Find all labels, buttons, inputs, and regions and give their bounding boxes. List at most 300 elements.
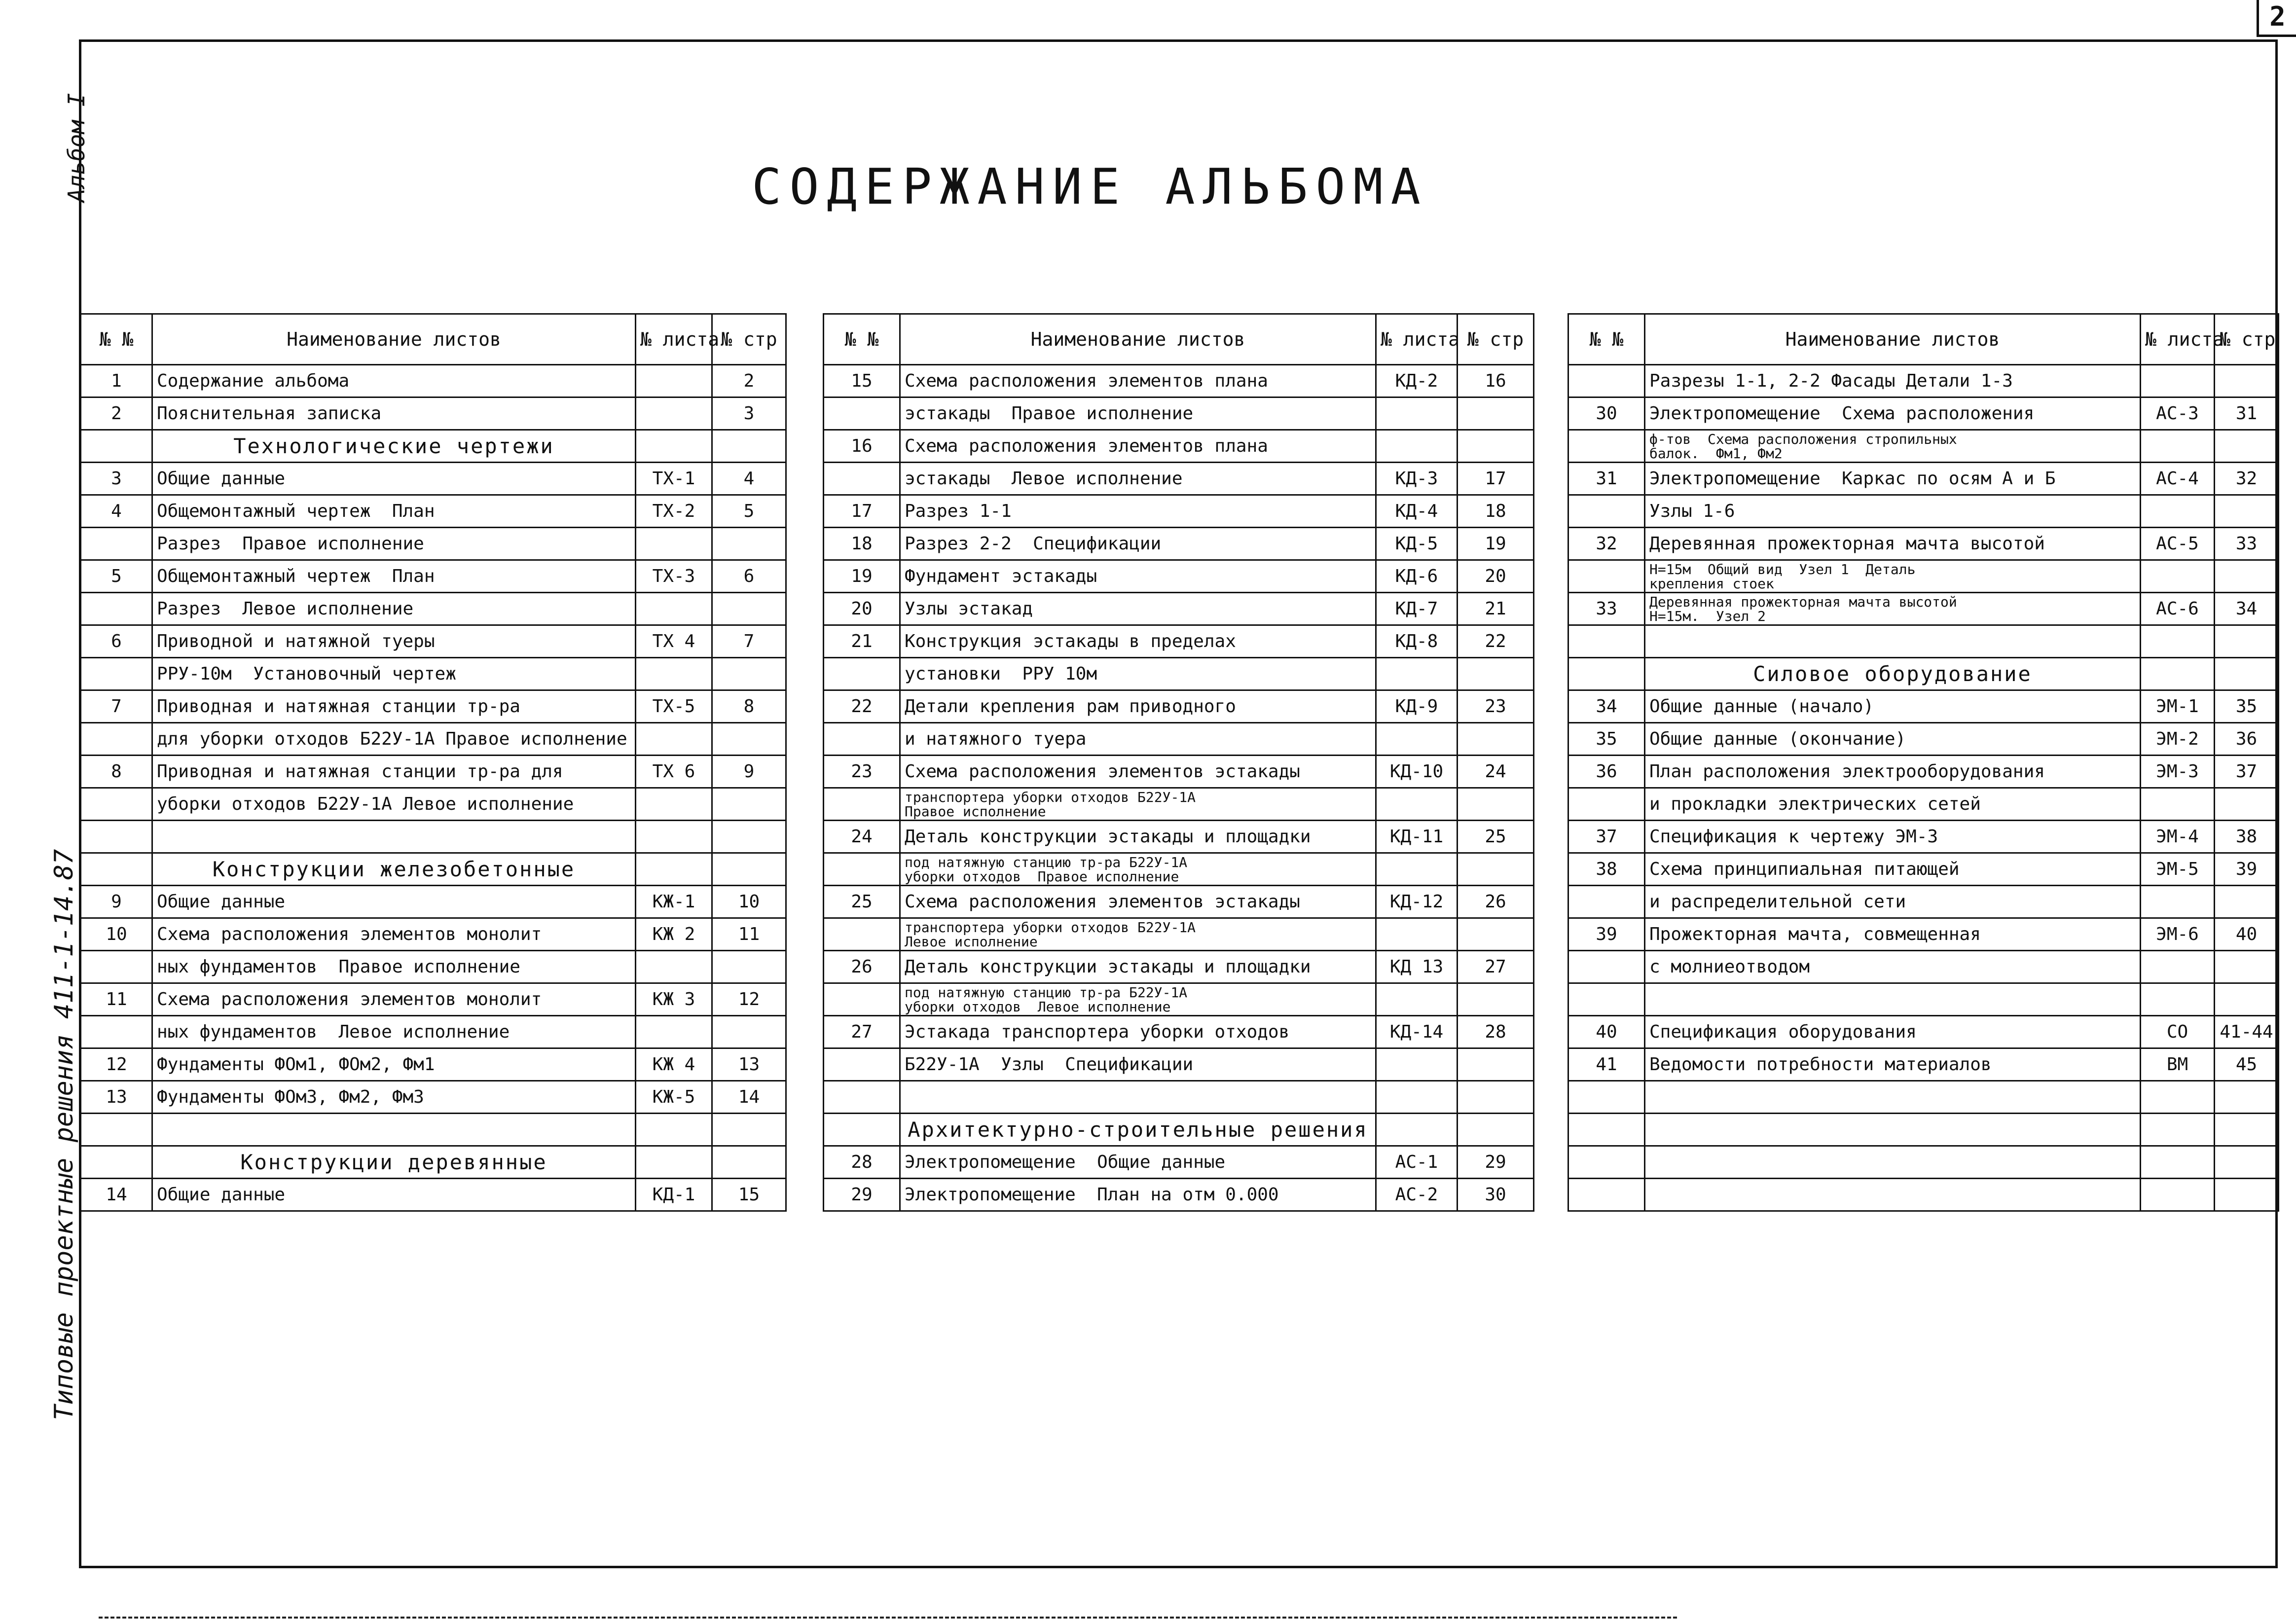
row-number-cell [81,788,152,821]
sheet-name-cell: Приводная и натяжная станции тр-ра для [152,756,636,788]
sheet-code-cell: ТХ 6 [636,756,712,788]
sheet-code-cell: КЖ 2 [636,918,712,951]
page-number-cell [2215,983,2279,1016]
table-row [1568,886,2279,918]
page-number-cell: 7 [712,625,786,658]
sheet-name-cell: уборки отходов Б22У-1А Левое исполнение [152,788,636,821]
table-row [824,886,1534,918]
row-number-cell [81,853,152,886]
col-no-header: № № [824,314,900,365]
table-row [81,756,786,788]
table-row [1568,951,2279,983]
sheet-code-cell [2141,983,2215,1016]
row-number-cell [81,723,152,756]
page-number-cell: 17 [1458,463,1534,495]
page-number-cell [712,593,786,625]
row-number-cell: 11 [81,983,152,1016]
sheet-code-cell: КД-3 [1376,463,1458,495]
sheet-name-cell: План расположения электрооборудования [1645,756,2141,788]
sheet-name-cell: транспортера уборки отходов Б22У-1А Правое исполнение [900,788,1376,821]
page-number-cell: 40 [2215,918,2279,951]
page-number-cell [2215,430,2279,463]
sheet-code-cell [2141,1114,2215,1146]
table-2-body [824,365,1534,1211]
sheet-name-cell [152,1114,636,1146]
sheet-code-cell [1376,430,1458,463]
page-number-cell [1458,397,1534,430]
sheet-code-cell: АС-3 [2141,397,2215,430]
row-number-cell: 15 [824,365,900,397]
col-name-header: Наименование листов [152,314,636,365]
row-number-cell: 32 [1568,528,1645,560]
sheet-name-cell: установки РРУ 10м [900,658,1376,690]
table-row [824,951,1534,983]
page-number-cell [1458,1048,1534,1081]
row-number-cell: 27 [824,1016,900,1048]
table-row [1568,1048,2279,1081]
sheet-code-cell [1376,1048,1458,1081]
row-number-cell [824,723,900,756]
table-row [81,723,786,756]
table-row [1568,853,2279,886]
sheet-code-cell [636,951,712,983]
section-row [81,430,786,463]
sheet-name-cell: Общие данные (начало) [1645,690,2141,723]
sheet-name-cell: и распределительной сети [1645,886,2141,918]
table-row [1568,1146,2279,1179]
row-number-cell: 33 [1568,593,1645,625]
toc-table-2 [823,313,1534,1212]
table-row [81,1179,786,1211]
table-row [1568,821,2279,853]
sheet-name-cell: ных фундаментов Левое исполнение [152,1016,636,1048]
sheet-code-cell: КД-1 [636,1179,712,1211]
table-row [1568,723,2279,756]
row-number-cell: 4 [81,495,152,528]
page-number-cell [712,1016,786,1048]
page-number-cell: 8 [712,690,786,723]
toc-table-3 [1567,313,2279,1212]
table-row [81,1048,786,1081]
sheet-name-cell: Общие данные [152,886,636,918]
table-row [81,1114,786,1146]
sheet-name-cell [1645,1146,2141,1179]
sheet-code-cell [1376,788,1458,821]
sheet-code-cell: ЭМ-6 [2141,918,2215,951]
sheet-name-cell: Фундамент эстакады [900,560,1376,593]
row-number-cell: 28 [824,1146,900,1179]
page-number-cell: 10 [712,886,786,918]
header-row [81,314,786,365]
sheet-name-cell [1645,1179,2141,1211]
table-row [824,756,1534,788]
sheet-name-cell: Схема расположения элементов плана [900,430,1376,463]
page-number-cell: 24 [1458,756,1534,788]
table-row [81,1081,786,1114]
page-number-cell: 19 [1458,528,1534,560]
sheet-code-cell [2141,788,2215,821]
sheet-name-cell: Деревянная прожекторная мачта высотой Н=15м. Узел 2 [1645,593,2141,625]
page-number-cell [1458,1081,1534,1114]
table-row [81,1016,786,1048]
sheet-code-cell: ЭМ-2 [2141,723,2215,756]
page-cell [2215,658,2279,690]
table-row [81,821,786,853]
sheet-code-cell [1376,397,1458,430]
row-number-cell: 22 [824,690,900,723]
sheet-name-cell: Ведомости потребности материалов [1645,1048,2141,1081]
page-number-cell [2215,886,2279,918]
row-number-cell [1568,983,1645,1016]
sheet-code-cell [2141,951,2215,983]
sheet-code-cell: ТХ-5 [636,690,712,723]
table-row [1568,463,2279,495]
page-number-cell: 33 [2215,528,2279,560]
page-number-cell [2215,1114,2279,1146]
table-row [81,463,786,495]
section-heading: Конструкции деревянные [152,1146,636,1179]
row-number-cell [81,593,152,625]
sheet-name-cell: Электропомещение Общие данные [900,1146,1376,1179]
row-number-cell: 26 [824,951,900,983]
sheet-name-cell: Спецификация оборудования [1645,1016,2141,1048]
table-row [1568,560,2279,593]
page-cell [1458,1114,1534,1146]
row-number-cell [1568,1179,1645,1211]
page-number-cell: 29 [1458,1146,1534,1179]
page-number-cell: 3 [712,397,786,430]
table-row [81,495,786,528]
row-number-cell [1568,658,1645,690]
page-number-cell [2215,1179,2279,1211]
page-number-cell: 23 [1458,690,1534,723]
page-number-cell [712,1114,786,1146]
row-number-cell [81,658,152,690]
table-row [824,1146,1534,1179]
sheet-code-cell [1376,853,1458,886]
sheet-name-cell: Узлы эстакад [900,593,1376,625]
table-row [824,1048,1534,1081]
sheet-name-cell [1645,1081,2141,1114]
sheet-code-cell [1376,658,1458,690]
table-row [824,690,1534,723]
sheet-name-cell: Деталь конструкции эстакады и площадки [900,821,1376,853]
table-row [81,593,786,625]
sheet-code-cell [636,1114,712,1146]
sheet-code-cell [636,365,712,397]
table-row [81,690,786,723]
row-number-cell: 31 [1568,463,1645,495]
row-number-cell [1568,1146,1645,1179]
row-number-cell [81,821,152,853]
page-number-cell: 2 [712,365,786,397]
table-row [824,821,1534,853]
table-row [824,365,1534,397]
page-number-cell [712,788,786,821]
sheet-code-cell [2141,495,2215,528]
page-number-cell [2215,951,2279,983]
sheet-name-cell: для уборки отходов Б22У-1А Правое исполнение [152,723,636,756]
row-number-cell: 3 [81,463,152,495]
page-cell [712,1146,786,1179]
sheet-name-cell: Разрез 1-1 [900,495,1376,528]
sheet-code-cell: ВМ [2141,1048,2215,1081]
col-sheet-header: № листа [636,314,712,365]
table-row [81,365,786,397]
sheet-name-cell: эстакады Левое исполнение [900,463,1376,495]
row-number-cell [824,658,900,690]
row-number-cell [1568,430,1645,463]
table-row [1568,1016,2279,1048]
table-row [81,886,786,918]
table-row [1568,365,2279,397]
row-number-cell: 40 [1568,1016,1645,1048]
row-number-cell: 24 [824,821,900,853]
row-number-cell: 10 [81,918,152,951]
table-row [824,723,1534,756]
row-number-cell: 8 [81,756,152,788]
page-number-cell: 34 [2215,593,2279,625]
sheet-name-cell: Деревянная прожекторная мачта высотой [1645,528,2141,560]
sheet-name-cell: Разрез Правое исполнение [152,528,636,560]
page-number-cell: 22 [1458,625,1534,658]
sheet-code-cell: АС-5 [2141,528,2215,560]
table-row [81,528,786,560]
table-row [824,528,1534,560]
page-cell [712,853,786,886]
section-heading: Архитектурно-строительные решения [900,1114,1376,1146]
table-row [81,788,786,821]
page-number-cell [712,723,786,756]
toc-table-1 [80,313,787,1212]
page-number-cell: 6 [712,560,786,593]
sheet-name-cell: и прокладки электрических сетей [1645,788,2141,821]
sheet-code-cell: КД-4 [1376,495,1458,528]
sheet-name-cell: Фундаменты ФОм3, Фм2, Фм3 [152,1081,636,1114]
sheet-code-cell [2141,886,2215,918]
sheet-cell [2141,658,2215,690]
sheet-name-cell: Схема расположения элементов монолит [152,918,636,951]
row-number-cell: 6 [81,625,152,658]
sheet-name-cell: Схема расположения элементов плана [900,365,1376,397]
sheet-name-cell: ф-тов Схема расположения стропильных балок. Фм1, Фм2 [1645,430,2141,463]
table-row [824,658,1534,690]
page-number-cell: 26 [1458,886,1534,918]
table-row [1568,788,2279,821]
col-sheet-header: № листа [1376,314,1458,365]
row-number-cell [81,430,152,463]
page-number-cell: 9 [712,756,786,788]
row-number-cell: 36 [1568,756,1645,788]
col-sheet-header: № листа [2141,314,2215,365]
table-row [1568,397,2279,430]
table-row [81,983,786,1016]
col-page-header: № стр [1458,314,1534,365]
row-number-cell [1568,951,1645,983]
page-number-cell [2215,788,2279,821]
sheet-code-cell: КД-14 [1376,1016,1458,1048]
sheet-name-cell: эстакады Правое исполнение [900,397,1376,430]
row-number-cell [824,918,900,951]
sheet-name-cell: Н=15м Общий вид Узел 1 Деталь крепления стоек [1645,560,2141,593]
table-row [1568,593,2279,625]
row-number-cell: 12 [81,1048,152,1081]
sheet-name-cell: Разрез 2-2 Спецификации [900,528,1376,560]
section-row [81,1146,786,1179]
col-page-header: № стр [712,314,786,365]
table-row [81,625,786,658]
table-row [81,951,786,983]
sheet-code-cell [636,788,712,821]
sheet-cell [636,853,712,886]
page-number-cell: 13 [712,1048,786,1081]
page-number-cell: 37 [2215,756,2279,788]
sheet-code-cell: КЖ-1 [636,886,712,918]
row-number-cell [1568,886,1645,918]
page-number-cell [712,951,786,983]
sheet-code-cell [2141,1081,2215,1114]
table-row [824,918,1534,951]
row-number-cell: 20 [824,593,900,625]
sheet-name-cell: Детали крепления рам приводного [900,690,1376,723]
page-number-cell [2215,495,2279,528]
row-number-cell [81,951,152,983]
col-name-header: Наименование листов [900,314,1376,365]
table-row [1568,918,2279,951]
sheet-code-cell: КД-2 [1376,365,1458,397]
row-number-cell: 23 [824,756,900,788]
table-row [81,560,786,593]
row-number-cell [1568,1081,1645,1114]
sheet-code-cell: КЖ-5 [636,1081,712,1114]
table-row [824,1081,1534,1114]
sheet-cell [1376,1114,1458,1146]
row-number-cell [824,788,900,821]
sheet-name-cell: Эстакада транспортера уборки отходов [900,1016,1376,1048]
section-row [1568,658,2279,690]
table-row [1568,756,2279,788]
sheet-code-cell [636,1016,712,1048]
sheet-name-cell [1645,625,2141,658]
sheet-code-cell: ТХ-3 [636,560,712,593]
page-title: СОДЕРЖАНИЕ АЛЬБОМА [752,158,1428,216]
page-number-cell [1458,788,1534,821]
page-number-cell: 31 [2215,397,2279,430]
sheet-name-cell: под натяжную станцию тр-ра Б22У-1А уборки отходов Правое исполнение [900,853,1376,886]
col-page-header: № стр [2215,314,2279,365]
row-number-cell: 17 [824,495,900,528]
page-number-cell: 21 [1458,593,1534,625]
row-number-cell [824,1081,900,1114]
row-number-cell: 21 [824,625,900,658]
sheet-code-cell [2141,1146,2215,1179]
col-no-header: № № [1568,314,1645,365]
sheet-name-cell: Общие данные (окончание) [1645,723,2141,756]
sheet-name-cell: и натяжного туера [900,723,1376,756]
sheet-code-cell [636,528,712,560]
sheet-code-cell [636,397,712,430]
sheet-code-cell: ТХ-1 [636,463,712,495]
sheet-code-cell [636,658,712,690]
row-number-cell: 18 [824,528,900,560]
sheet-name-cell: Электропомещение Схема расположения [1645,397,2141,430]
sheet-code-cell [2141,430,2215,463]
page-number-cell: 5 [712,495,786,528]
sheet-name-cell: Пояснительная записка [152,397,636,430]
row-number-cell: 7 [81,690,152,723]
table-row [824,1016,1534,1048]
page-number-cell: 20 [1458,560,1534,593]
table-row [824,788,1534,821]
row-number-cell [824,1048,900,1081]
table-1-body [81,365,786,1211]
section-row [81,853,786,886]
sheet-code-cell: КД 13 [1376,951,1458,983]
table-row [1568,983,2279,1016]
row-number-cell [81,1016,152,1048]
row-number-cell [1568,788,1645,821]
page-number-cell [2215,560,2279,593]
col-no-header: № № [81,314,152,365]
row-number-cell: 13 [81,1081,152,1114]
page-number-cell: 27 [1458,951,1534,983]
sheet-code-cell: КД-7 [1376,593,1458,625]
sheet-code-cell: КД-10 [1376,756,1458,788]
page-number-cell [1458,983,1534,1016]
sheet-code-cell: АС-4 [2141,463,2215,495]
sheet-code-cell [636,821,712,853]
sheet-name-cell: Общемонтажный чертеж План [152,495,636,528]
row-number-cell: 1 [81,365,152,397]
table-row [1568,625,2279,658]
row-number-cell: 2 [81,397,152,430]
row-number-cell: 29 [824,1179,900,1211]
sheet-name-cell [1645,983,2141,1016]
page-number-cell [2215,365,2279,397]
section-row [824,1114,1534,1146]
page-number-cell [2215,1146,2279,1179]
sheet-code-cell: КД-6 [1376,560,1458,593]
page-cell [712,430,786,463]
table-row [1568,1114,2279,1146]
page-number-cell [712,528,786,560]
sheet-code-cell: ЭМ-5 [2141,853,2215,886]
header-row [1568,314,2279,365]
sheet-code-cell [2141,365,2215,397]
row-number-cell [824,1114,900,1146]
sheet-name-cell: Спецификация к чертежу ЭМ-3 [1645,821,2141,853]
sheet-code-cell [636,593,712,625]
page-number-cell [712,658,786,690]
sheet-name-cell: Электропомещение План на отм 0.000 [900,1179,1376,1211]
album-label: Альбом I [63,93,90,202]
row-number-cell: 9 [81,886,152,918]
sheet-name-cell: Схема расположения элементов монолит [152,983,636,1016]
table-row [81,397,786,430]
sheet-code-cell: КД-11 [1376,821,1458,853]
table-row [1568,495,2279,528]
page-number-cell: 16 [1458,365,1534,397]
row-number-cell [1568,495,1645,528]
row-number-cell: 14 [81,1179,152,1211]
table-row [1568,1179,2279,1211]
page-number-cell: 25 [1458,821,1534,853]
page-number-cell [2215,625,2279,658]
row-number-cell: 5 [81,560,152,593]
table-row [81,918,786,951]
table-row [1568,430,2279,463]
sheet-name-cell: транспортера уборки отходов Б22У-1А Левое исполнение [900,918,1376,951]
